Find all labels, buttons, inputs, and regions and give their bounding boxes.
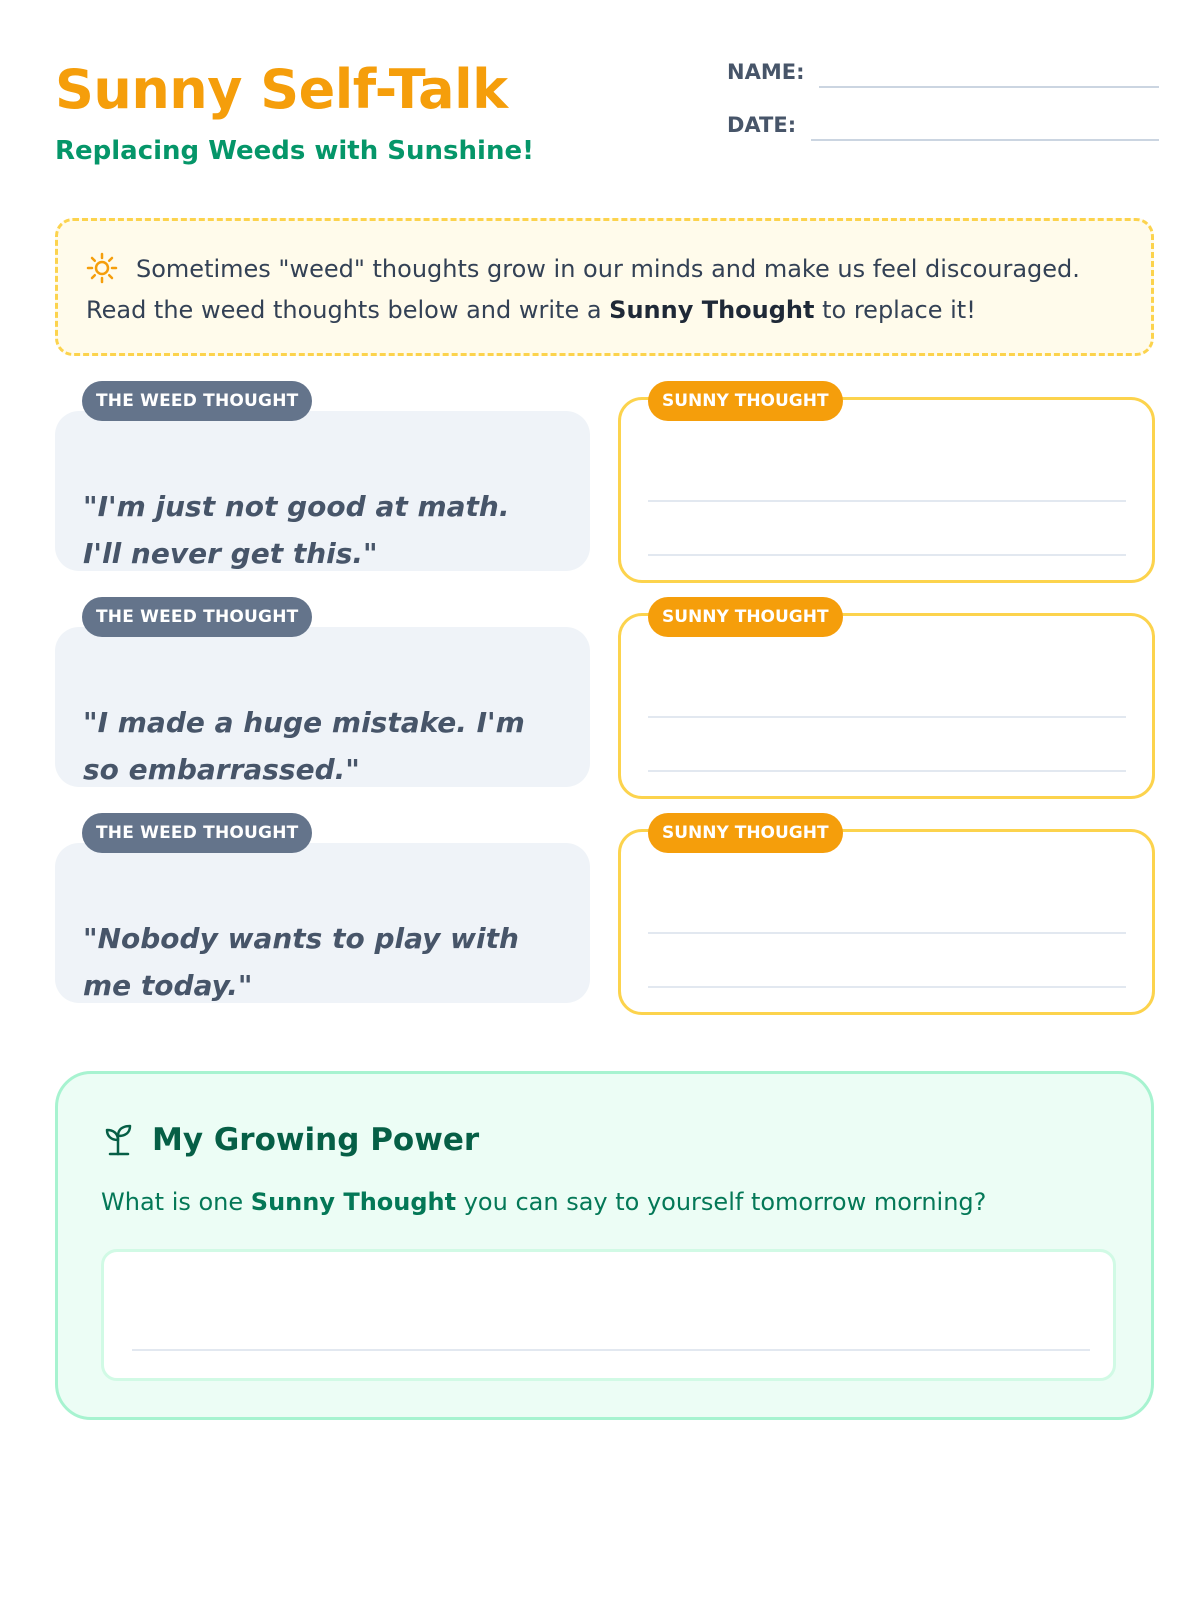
growing-power-title: My Growing Power	[152, 1122, 480, 1158]
growing-power-section	[55, 1071, 1154, 1420]
name-field[interactable]	[819, 86, 1159, 88]
date-field[interactable]	[811, 139, 1159, 141]
weed-thought-text: "I'm just not good at math. I'll never get this."	[83, 490, 510, 570]
weed-thought-text: "I made a huge mistake. I'm so embarrassed."	[83, 706, 525, 786]
intro-text-end: to replace it!	[814, 296, 976, 324]
weed-thought-tag: THE WEED THOUGHT	[82, 381, 312, 421]
weed-thought-card	[55, 627, 590, 787]
sprout-icon	[102, 1123, 136, 1157]
weed-thought-tag: THE WEED THOUGHT	[82, 813, 312, 853]
sun-icon	[86, 252, 118, 284]
name-row	[727, 60, 1159, 84]
weed-thought-tag: THE WEED THOUGHT	[82, 597, 312, 637]
worksheet-header	[55, 58, 1155, 178]
question-text-end: you can say to yourself tomorrow morning?	[456, 1188, 987, 1216]
date-label: DATE:	[727, 113, 797, 137]
weed-thought-text: "Nobody wants to play with me today."	[83, 922, 519, 1002]
intro-highlight: Sunny Thought	[609, 296, 815, 324]
writing-line	[648, 554, 1126, 556]
thought-row	[55, 381, 1155, 571]
question-highlight: Sunny Thought	[250, 1188, 457, 1216]
sunny-thought-answer[interactable]	[618, 397, 1155, 583]
writing-line	[648, 986, 1126, 988]
writing-line	[648, 932, 1126, 934]
page-subtitle: Replacing Weeds with Sunshine!	[55, 136, 534, 166]
question-text: What is one	[101, 1188, 251, 1216]
thought-row	[55, 813, 1155, 1003]
sunny-thought-tag: SUNNY THOUGHT	[648, 597, 843, 637]
date-row	[727, 113, 1159, 137]
writing-line	[648, 716, 1126, 718]
weed-thought-card	[55, 411, 590, 571]
weed-thought-card	[55, 843, 590, 1003]
name-label: NAME:	[727, 60, 805, 84]
instructions-box	[55, 218, 1154, 356]
page-title: Sunny Self-Talk	[55, 58, 508, 121]
growing-power-question	[101, 1188, 986, 1216]
writing-line	[648, 500, 1126, 502]
sunny-thought-answer[interactable]	[618, 613, 1155, 799]
sunny-thought-tag: SUNNY THOUGHT	[648, 813, 843, 853]
sunny-thought-tag: SUNNY THOUGHT	[648, 381, 843, 421]
thought-row	[55, 597, 1155, 787]
intro-text: Sometimes "weed" thoughts grow in our minds and make us feel discouraged. Read the weed thoughts below and write a	[86, 255, 1080, 324]
sunny-thought-answer[interactable]	[618, 829, 1155, 1015]
growing-power-answer[interactable]	[101, 1249, 1116, 1381]
writing-line	[132, 1349, 1090, 1351]
growing-power-heading	[102, 1122, 479, 1158]
writing-line	[648, 770, 1126, 772]
